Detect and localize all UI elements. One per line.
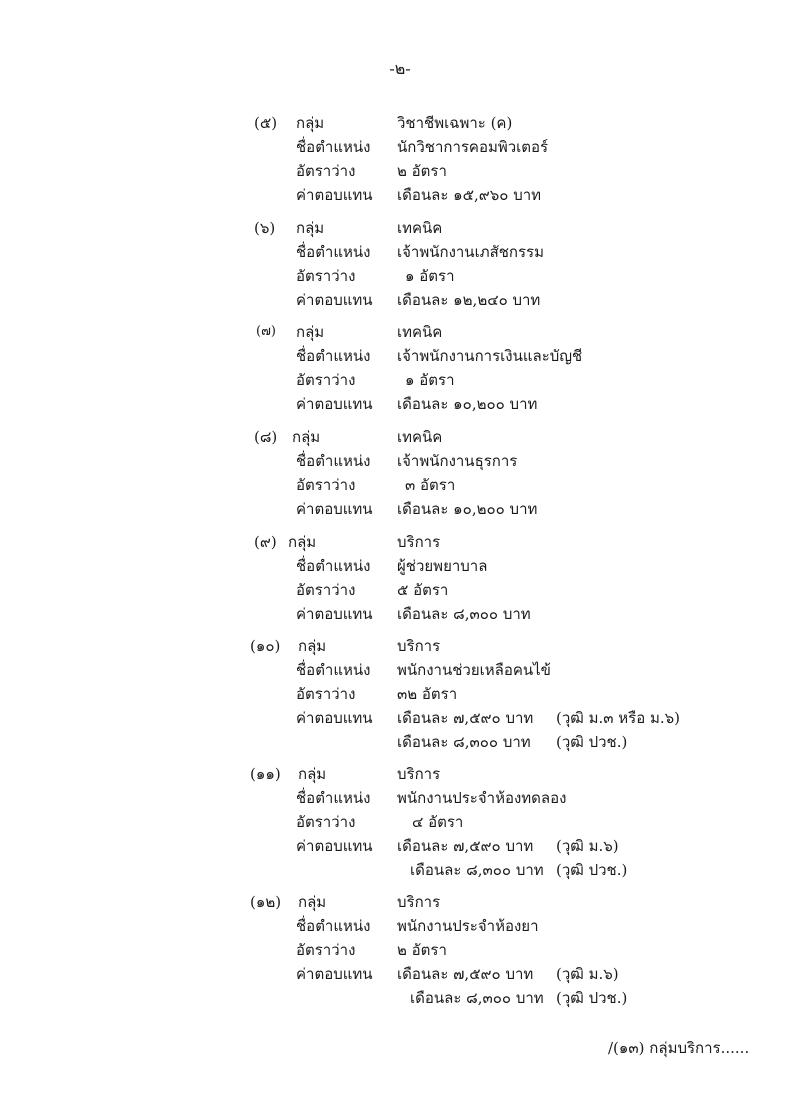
group-number: (๖) — [254, 219, 276, 237]
pay-qualification: (วุฒิ ปวช.) — [556, 861, 628, 879]
vacancy-value: ๑ อัตรา — [405, 267, 455, 285]
vacancy-value: ๑ อัตรา — [405, 371, 455, 389]
position-label: ชื่อตำแหน่ง — [296, 138, 371, 156]
group-number: (๗) — [256, 324, 276, 339]
position-value: เจ้าพนักงานธุรการ — [397, 452, 518, 470]
group-label: กลุ่ม — [298, 637, 327, 655]
pay-amount: เดือนละ ๘,๓๐๐ บาท — [410, 861, 544, 879]
position-label: ชื่อตำแหน่ง — [296, 452, 371, 470]
group-label: กลุ่ม — [292, 428, 321, 446]
pay-amount: เดือนละ ๘,๓๐๐ บาท — [410, 989, 544, 1007]
group-value: บริการ — [397, 893, 441, 911]
pay-amount: เดือนละ ๑๐,๒๐๐ บาท — [397, 395, 538, 413]
pay-amount: เดือนละ ๑๒,๒๔๐ บาท — [397, 291, 541, 309]
group-label: กลุ่ม — [298, 893, 327, 911]
pay-amount: เดือนละ ๘,๓๐๐ บาท — [397, 605, 531, 623]
pay-amount: เดือนละ ๗,๕๙๐ บาท — [397, 965, 534, 983]
pay-label: ค่าตอบแทน — [296, 709, 373, 727]
pay-label: ค่าตอบแทน — [296, 291, 373, 309]
group-number: (๑๒) — [250, 893, 282, 911]
position-value: พนักงานช่วยเหลือคนไข้ — [397, 661, 551, 679]
pay-qualification: (วุฒิ ปวช.) — [556, 733, 628, 751]
group-number: (๑๐) — [250, 637, 281, 655]
group-value: บริการ — [397, 637, 441, 655]
group-value: บริการ — [397, 765, 441, 783]
pay-qualification: (วุฒิ ม.๖) — [556, 837, 619, 855]
page-number: -๒- — [389, 59, 411, 78]
position-value: เจ้าพนักงานการเงินและบัญชี — [397, 347, 583, 365]
group-value: บริการ — [397, 533, 441, 551]
position-label: ชื่อตำแหน่ง — [296, 789, 371, 807]
pay-amount: เดือนละ ๑๕,๙๖๐ บาท — [397, 186, 542, 204]
vacancy-label: อัตราว่าง — [296, 685, 356, 703]
group-label: กลุ่ม — [296, 219, 325, 237]
vacancy-label: อัตราว่าง — [296, 476, 356, 494]
position-value: เจ้าพนักงานเภสัชกรรม — [397, 243, 544, 261]
group-number: (๙) — [254, 533, 277, 551]
vacancy-label: อัตราว่าง — [296, 941, 356, 959]
pay-qualification: (วุฒิ ม.๓ หรือ ม.๖) — [556, 709, 681, 727]
vacancy-value: ๔ อัตรา — [412, 813, 464, 831]
group-value: วิชาชีพเฉพาะ (ค) — [397, 114, 513, 132]
vacancy-value: ๕ อัตรา — [397, 581, 449, 599]
pay-amount: เดือนละ ๗,๕๙๐ บาท — [397, 837, 534, 855]
vacancy-value: ๓ อัตรา — [405, 476, 456, 494]
pay-amount: เดือนละ ๘,๓๐๐ บาท — [397, 733, 531, 751]
pay-label: ค่าตอบแทน — [296, 837, 373, 855]
vacancy-value: ๒ อัตรา — [397, 162, 447, 180]
position-value: พนักงานประจำห้องทดลอง — [397, 789, 567, 807]
position-value: นักวิชาการคอมพิวเตอร์ — [397, 138, 549, 156]
pay-label: ค่าตอบแทน — [296, 605, 373, 623]
position-label: ชื่อตำแหน่ง — [296, 243, 371, 261]
pay-label: ค่าตอบแทน — [296, 500, 373, 518]
group-label: กลุ่ม — [296, 114, 325, 132]
position-label: ชื่อตำแหน่ง — [296, 917, 371, 935]
position-value: พนักงานประจำห้องยา — [397, 917, 539, 935]
group-number: (๕) — [254, 114, 278, 132]
pay-label: ค่าตอบแทน — [296, 395, 373, 413]
group-value: เทคนิค — [397, 428, 443, 446]
pay-amount: เดือนละ ๑๐,๒๐๐ บาท — [397, 500, 538, 518]
vacancy-value: ๒ อัตรา — [397, 941, 447, 959]
position-label: ชื่อตำแหน่ง — [296, 557, 371, 575]
pay-qualification: (วุฒิ ปวช.) — [556, 989, 628, 1007]
vacancy-label: อัตราว่าง — [296, 371, 356, 389]
vacancy-value: ๓๒ อัตรา — [397, 685, 458, 703]
pay-label: ค่าตอบแทน — [296, 965, 373, 983]
pay-amount: เดือนละ ๗,๕๙๐ บาท — [397, 709, 534, 727]
vacancy-label: อัตราว่าง — [296, 267, 356, 285]
group-number: (๘) — [254, 428, 278, 446]
position-value: ผู้ช่วยพยาบาล — [397, 557, 488, 575]
group-value: เทคนิค — [397, 323, 443, 341]
group-label: กลุ่ม — [288, 533, 317, 551]
group-label: กลุ่ม — [298, 765, 327, 783]
position-label: ชื่อตำแหน่ง — [296, 661, 371, 679]
group-label: กลุ่ม — [296, 323, 325, 341]
group-value: เทคนิค — [397, 219, 443, 237]
pay-label: ค่าตอบแทน — [296, 186, 373, 204]
position-label: ชื่อตำแหน่ง — [296, 347, 371, 365]
pay-qualification: (วุฒิ ม.๖) — [556, 965, 619, 983]
vacancy-label: อัตราว่าง — [296, 162, 356, 180]
vacancy-label: อัตราว่าง — [296, 581, 356, 599]
group-number: (๑๑) — [250, 765, 281, 783]
vacancy-label: อัตราว่าง — [296, 813, 356, 831]
continuation-footer: /(๑๓) กลุ่มบริการ...... — [608, 1039, 750, 1057]
